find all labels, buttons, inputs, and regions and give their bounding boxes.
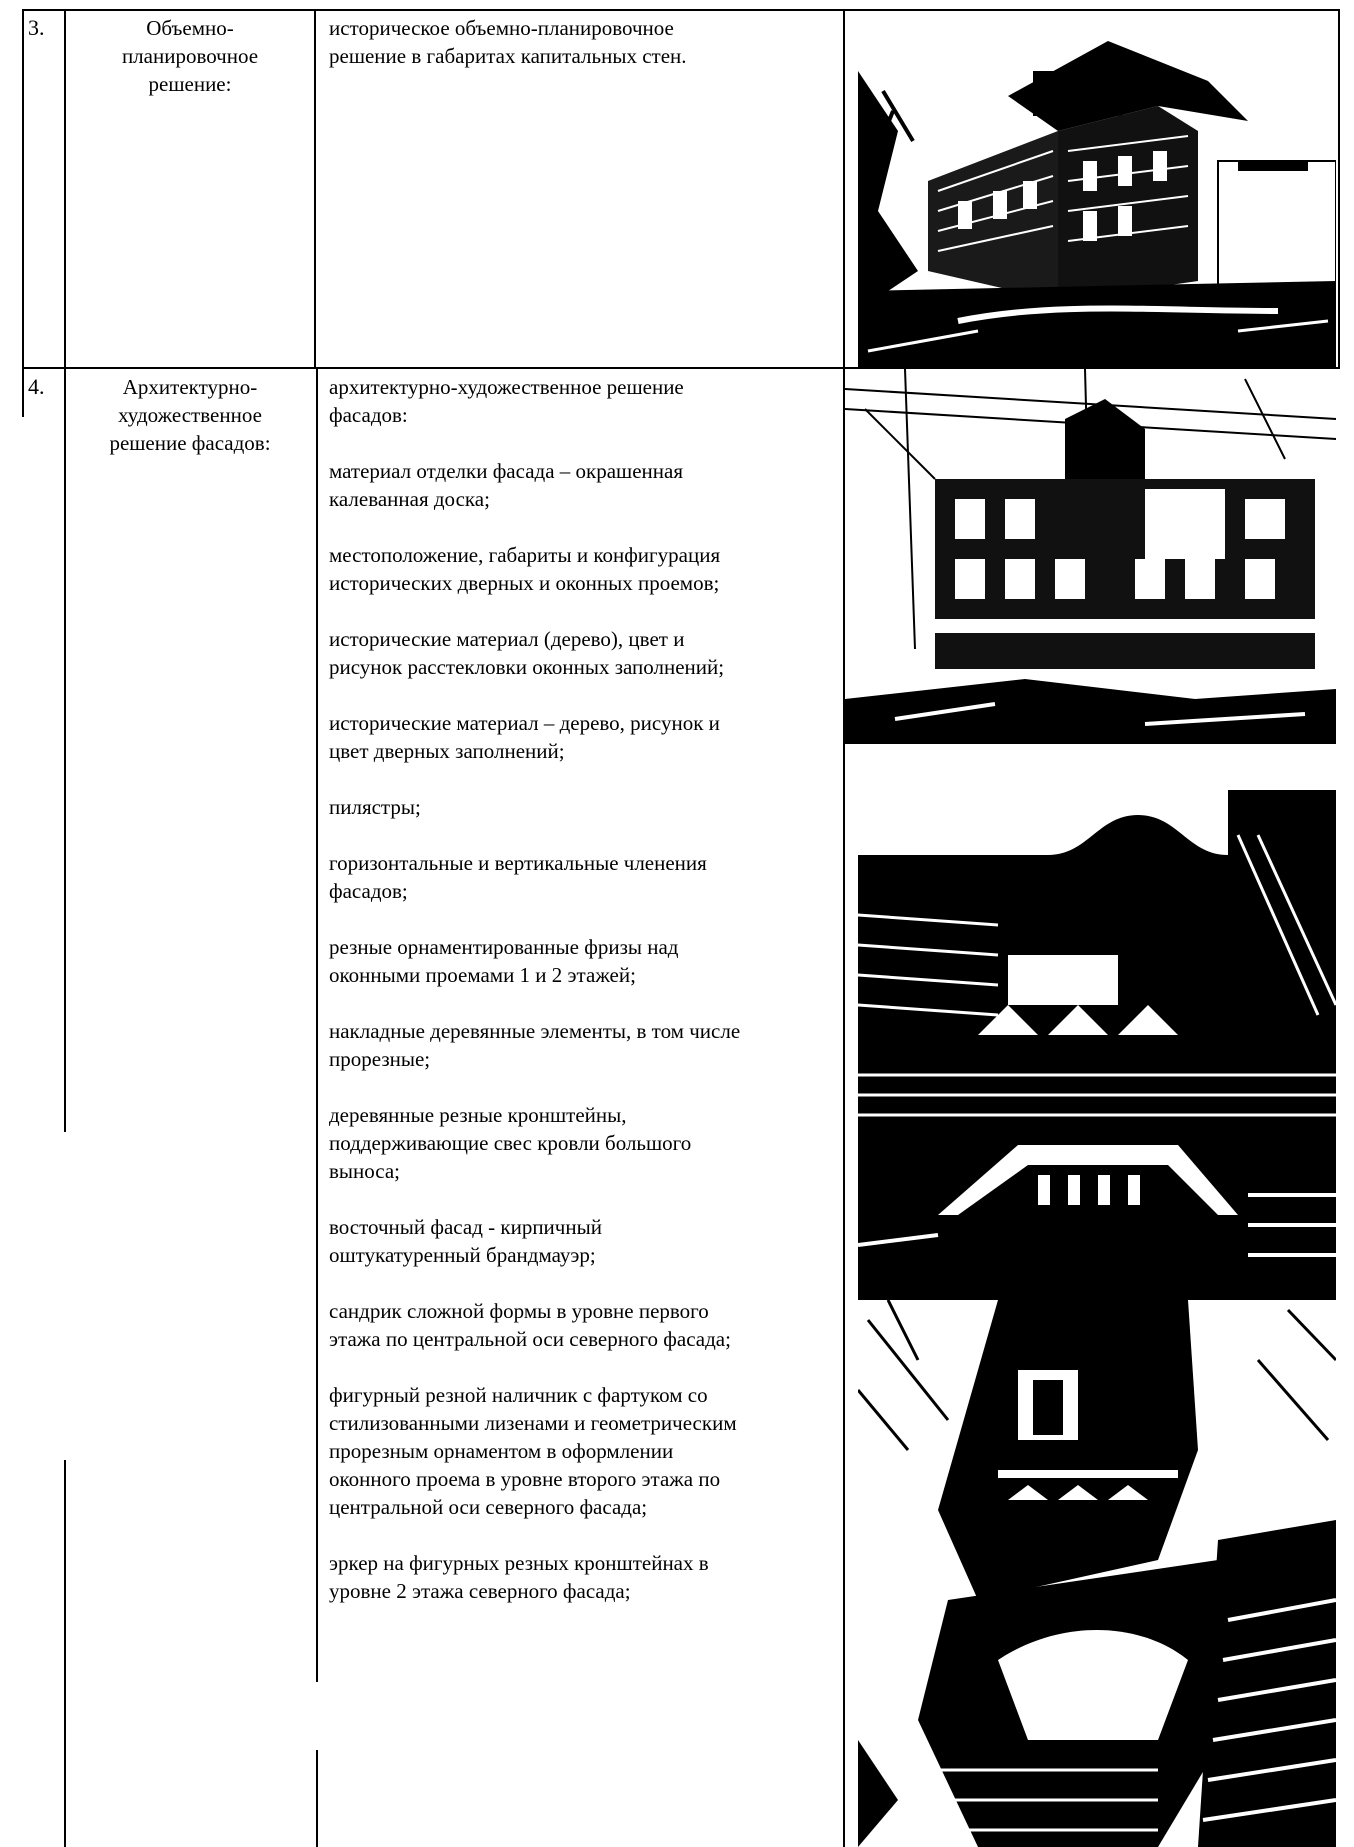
description-paragraph [329, 1213, 834, 1269]
facade-photo-icon [845, 369, 1336, 744]
description-paragraph [329, 1101, 834, 1185]
description-line: историческое объемно-планировочное [329, 16, 674, 40]
description-line: фасадов; [329, 879, 408, 903]
description-line: поддерживающие свес кровли большого [329, 1131, 692, 1155]
description-line: рисунок расстекловки оконных заполнений; [329, 655, 725, 679]
row-title-line: решение: [148, 72, 232, 96]
description-line: сандрик сложной формы в уровне первого [329, 1299, 709, 1323]
house-photo-icon [858, 11, 1336, 367]
description-line: прорезным орнаментом в оформлении [329, 1439, 674, 1463]
title-column-border [314, 9, 316, 369]
description-line: исторические материал (дерево), цвет и [329, 627, 685, 651]
row-title-line: Объемно- [146, 16, 234, 40]
description-line: центральной оси северного фасада; [329, 1495, 648, 1519]
description-paragraph [329, 793, 834, 821]
row-description [329, 14, 834, 70]
description-line: оконными проемами 1 и 2 этажей; [329, 963, 636, 987]
title-column-border-lower [316, 1750, 318, 1847]
description-line: фасадов: [329, 403, 408, 427]
text-column-border [843, 9, 845, 1847]
description-line: оконного проема в уровне второго этажа по [329, 1467, 721, 1491]
bay-window-photo-icon [858, 1300, 1336, 1847]
number-column-border [64, 9, 66, 369]
description-line: фигурный резной наличник с фартуком со [329, 1383, 708, 1407]
description-line: выноса; [329, 1159, 401, 1183]
row-number: 3. [28, 15, 45, 40]
description-line: оштукатуренный брандмауэр; [329, 1243, 596, 1267]
description-paragraph [329, 1017, 834, 1073]
description-line: цвет дверных заполнений; [329, 739, 565, 763]
description-paragraph [329, 625, 834, 681]
description-paragraph [329, 541, 834, 597]
description-paragraph [329, 1381, 834, 1521]
row-title [80, 14, 300, 98]
row-title-line: планировочное [121, 44, 259, 68]
description-line: эркер на фигурных резных кронштейнах в [329, 1551, 709, 1575]
description-paragraph [329, 373, 834, 429]
description-line: деревянные резные кронштейны, [329, 1103, 627, 1127]
outer-left-border [22, 9, 24, 369]
description-line: этажа по центральной оси северного фасада; [329, 1327, 731, 1351]
row-title-line: Архитектурно- [122, 375, 258, 399]
row-title-line: решение фасадов: [109, 431, 271, 455]
description-line: материал отделки фасада – окрашенная [329, 459, 683, 483]
description-line: накладные деревянные элементы, в том числе [329, 1019, 741, 1043]
row-description [329, 373, 834, 1633]
description-paragraph [329, 1297, 834, 1353]
description-line: местоположение, габариты и конфигурация [329, 543, 721, 567]
outer-right-border [1338, 9, 1340, 369]
description-line: восточный фасад - кирпичный [329, 1215, 602, 1239]
outer-left-border-row4 [22, 367, 24, 417]
description-line: уровне 2 этажа северного фасада; [329, 1579, 631, 1603]
description-paragraph [329, 933, 834, 989]
description-line: стилизованными лизенами и геометрическим [329, 1411, 737, 1435]
description-line: горизонтальные и вертикальные членения [329, 851, 707, 875]
description-line: пилястры; [329, 795, 421, 819]
number-column-border-lower [64, 1460, 66, 1847]
description-line: решение в габаритах капитальных стен. [329, 44, 687, 68]
title-column-border-row4 [316, 367, 318, 1682]
description-line: исторические материал – дерево, рисунок и [329, 711, 720, 735]
description-paragraph [329, 709, 834, 765]
frieze-detail-photo-icon [858, 775, 1336, 1300]
row-title [80, 373, 300, 457]
description-paragraph [329, 1549, 834, 1605]
description-line: архитектурно-художественное решение [329, 375, 684, 399]
description-line: калеванная доска; [329, 487, 490, 511]
description-paragraph [329, 457, 834, 513]
description-line: исторических дверных и оконных проемов; [329, 571, 720, 595]
description-paragraph [329, 849, 834, 905]
description-line: прорезные; [329, 1047, 431, 1071]
description-line: резные орнаментированные фризы над [329, 935, 679, 959]
row-number: 4. [28, 374, 45, 399]
number-column-border-row4 [64, 367, 66, 1132]
row-title-line: художественное [118, 403, 262, 427]
